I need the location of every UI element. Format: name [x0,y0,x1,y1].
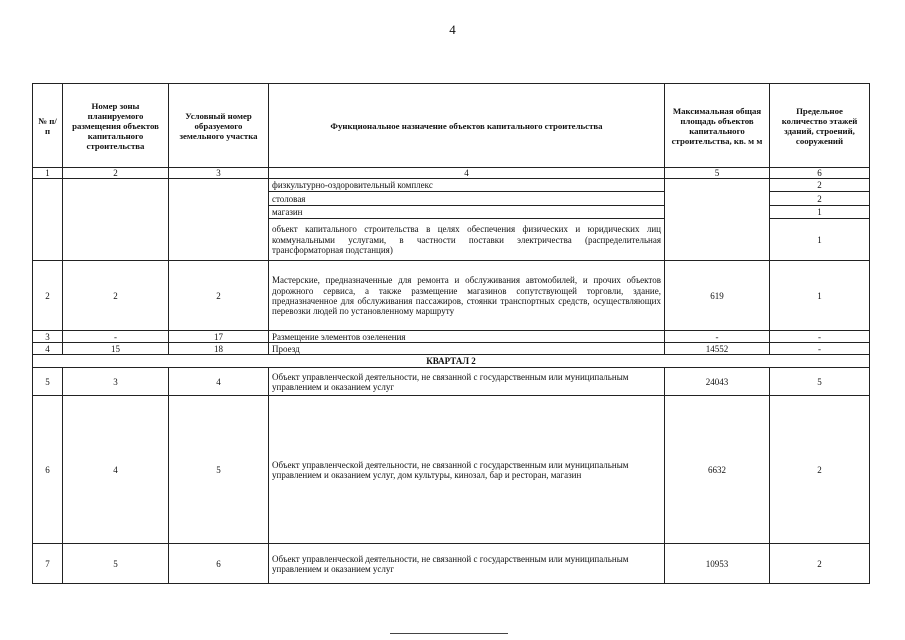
cell-floors: 1 [770,219,870,261]
zoning-table [32,83,870,584]
col-number: 2 [63,168,169,179]
cell-plot: 17 [169,331,269,343]
cell-num: 5 [33,368,63,396]
cell-function: физкультурно-оздоровительный комплекс [269,179,665,192]
header-zone: Номер зоны планируемого размещения объектов капитального строительства [63,84,169,168]
quarter-heading: КВАРТАЛ 2 [33,355,870,368]
table-row [33,179,870,192]
header-function: Функциональное назначение объектов капитального строительства [269,84,665,168]
cell-function: Объект управленческой деятельности, не связанной с государственным или муниципальным управлением и оказанием услуг [269,544,665,584]
cell-function: Объект управленческой деятельности, не связанной с государственным или муниципальным управлением и оказанием услуг [269,368,665,396]
cell-zone: 3 [63,368,169,396]
col-number: 6 [770,168,870,179]
table-row [33,396,870,544]
header-num: № п/п [33,84,63,168]
cell-num: 2 [33,261,63,331]
table-row [33,343,870,355]
cell-empty [665,179,770,261]
col-number: 1 [33,168,63,179]
cell-area: - [665,331,770,343]
cell-zone: - [63,331,169,343]
cell-floors: 1 [770,261,870,331]
cell-function: объект капитального строительства в целях обеспечения физических и юридических лиц коммунальными услугами, в частности поставки электричества (распределительная трансформаторная подстанция) [269,219,665,261]
col-number: 4 [269,168,665,179]
header-row [33,84,870,168]
table-row [33,544,870,584]
cell-plot: 4 [169,368,269,396]
cell-plot: 5 [169,396,269,544]
cell-plot: 6 [169,544,269,584]
cell-floors: 5 [770,368,870,396]
cell-num: 6 [33,396,63,544]
column-number-row [33,168,870,179]
cell-function: магазин [269,206,665,219]
cell-zone: 4 [63,396,169,544]
table-row [33,368,870,396]
cell-num: 3 [33,331,63,343]
quarter-row [33,355,870,368]
cell-plot: 2 [169,261,269,331]
cell-empty [33,179,63,261]
cell-function: Проезд [269,343,665,355]
page-number: 4 [449,22,456,37]
col-number: 5 [665,168,770,179]
col-number: 3 [169,168,269,179]
cell-zone: 2 [63,261,169,331]
cell-floors: - [770,331,870,343]
cell-num: 4 [33,343,63,355]
cell-empty [169,179,269,261]
cell-floors: - [770,343,870,355]
header-plot: Условный номер образуемого земельного участка [169,84,269,168]
cell-zone: 5 [63,544,169,584]
cell-function: столовая [269,192,665,206]
cell-floors: 2 [770,192,870,206]
cell-function: Размещение элементов озеленения [269,331,665,343]
table-row [33,261,870,331]
footer-divider [390,633,508,634]
cell-area: 10953 [665,544,770,584]
cell-floors: 2 [770,544,870,584]
header-floors: Предельное количество этажей зданий, строений, сооружений [770,84,870,168]
cell-zone: 15 [63,343,169,355]
header-area: Максимальная общая площадь объектов капитального строительства, кв. м м [665,84,770,168]
cell-plot: 18 [169,343,269,355]
table-row [33,331,870,343]
cell-area: 14552 [665,343,770,355]
cell-num: 7 [33,544,63,584]
cell-area: 6632 [665,396,770,544]
cell-area: 24043 [665,368,770,396]
cell-floors: 1 [770,206,870,219]
cell-floors: 2 [770,179,870,192]
cell-function: Объект управленческой деятельности, не связанной с государственным или муниципальным управлением и оказанием услуг, дом культуры, кинозал, бар и ресторан, магазин [269,396,665,544]
cell-function: Мастерские, предназначенные для ремонта и обслуживания автомобилей, и прочих объектов дорожного сервиса, а также размещение магазинов сопутствующей торговли, здание, предназначенное для обслуживания пассажиров, стоянки транспортных средств, осуществляющих перевозки людей по установленному маршруту [269,261,665,331]
cell-floors: 2 [770,396,870,544]
cell-empty [63,179,169,261]
cell-area: 619 [665,261,770,331]
